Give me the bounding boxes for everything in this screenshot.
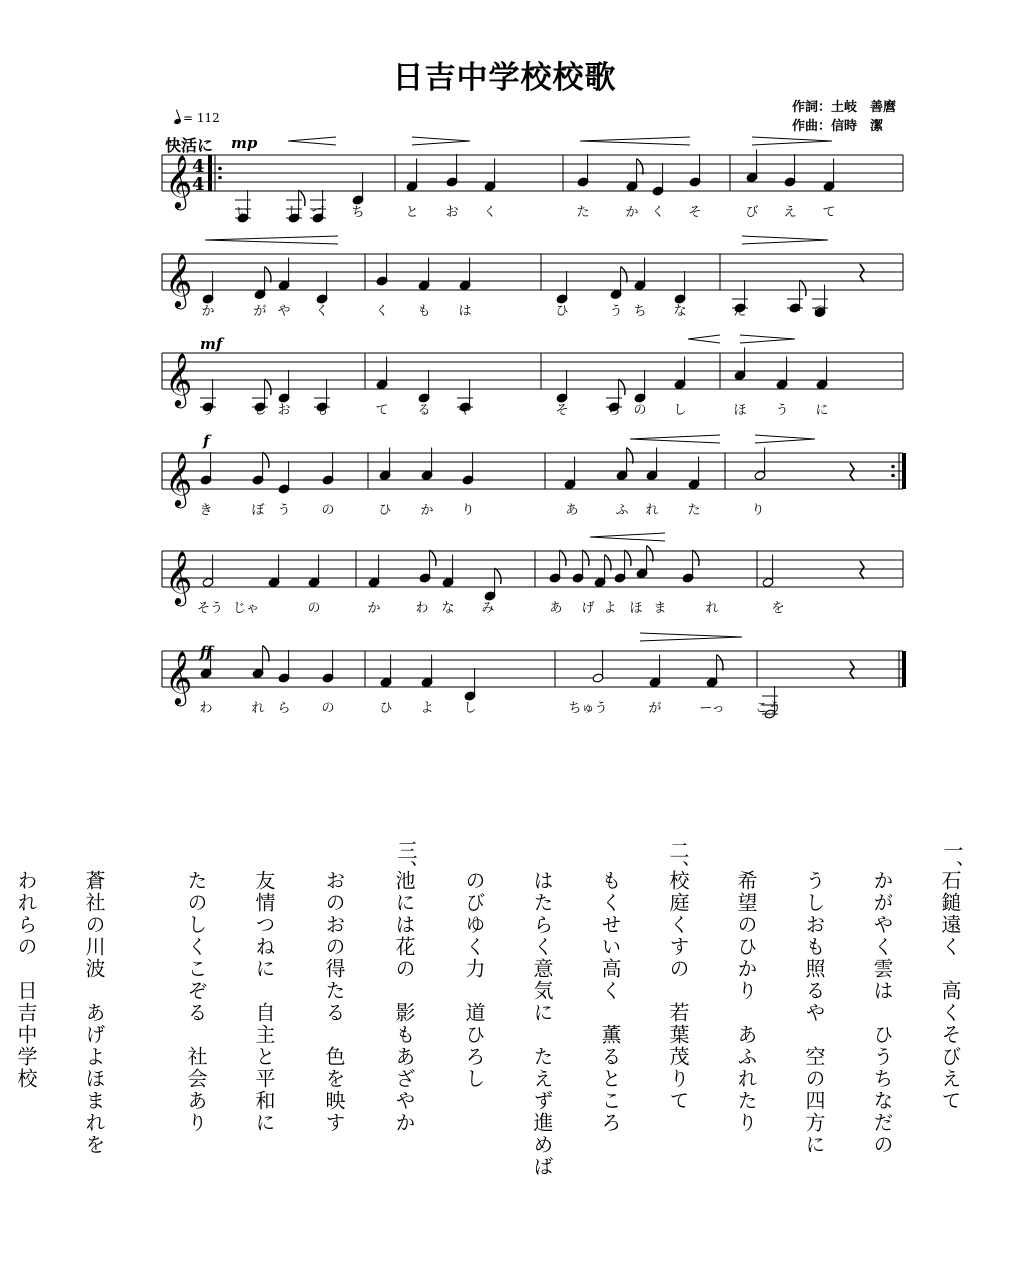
lyric-syllable: ひ bbox=[555, 304, 569, 319]
lyric-syllable: の bbox=[321, 701, 335, 716]
note-flag bbox=[625, 550, 631, 566]
lyric-syllable: か bbox=[367, 601, 381, 616]
lyric-syllable: も bbox=[417, 304, 431, 319]
crescendo-hairpin bbox=[590, 533, 665, 541]
lyric-syllable: え bbox=[783, 205, 797, 220]
lyric-syllable: れ bbox=[251, 701, 265, 716]
lyric-syllable: し bbox=[673, 403, 687, 418]
note-flag bbox=[627, 448, 633, 464]
decrescendo-hairpin bbox=[412, 137, 470, 145]
lyric-syllable: ー bbox=[788, 304, 802, 319]
lyric-syllable: な bbox=[441, 601, 455, 616]
repeat-dot bbox=[218, 176, 222, 180]
treble-clef-icon: 𝄞 bbox=[165, 352, 193, 406]
dynamic-f: f bbox=[203, 432, 210, 450]
decrescendo-hairpin bbox=[755, 435, 815, 443]
verse-number: 三、 bbox=[394, 840, 418, 880]
dynamic-ff: ff bbox=[200, 643, 213, 661]
lyric-syllable: げ bbox=[581, 601, 595, 616]
lyric-syllable: ち bbox=[633, 304, 647, 319]
lyric-syllable: て bbox=[375, 403, 389, 418]
decrescendo-hairpin bbox=[740, 335, 795, 343]
crescendo-hairpin bbox=[630, 435, 720, 443]
crescendo-hairpin bbox=[205, 236, 338, 244]
lyric-syllable: の bbox=[813, 304, 827, 319]
repeat-dot bbox=[891, 474, 895, 478]
note-flag bbox=[619, 379, 625, 395]
repeat-dot bbox=[218, 167, 222, 171]
lyric-syllable: あ bbox=[549, 601, 563, 616]
note-flag bbox=[647, 546, 653, 562]
crescendo-hairpin bbox=[688, 335, 720, 343]
lyric-syllable: だ bbox=[733, 304, 747, 319]
dynamic-mp: mp bbox=[231, 134, 258, 152]
lyric-syllable: ほ bbox=[733, 403, 747, 418]
lyric-syllable: よ bbox=[603, 601, 617, 616]
page-title: 日吉中学校校歌 bbox=[392, 60, 617, 96]
note-flag bbox=[430, 550, 436, 566]
lyric-syllable: れ bbox=[705, 601, 719, 616]
quarter-rest bbox=[850, 661, 854, 679]
lyric-syllable: ひ bbox=[379, 701, 393, 716]
lyric-syllable: く bbox=[375, 304, 389, 319]
verse-number: 二、 bbox=[666, 840, 690, 880]
repeat-dot bbox=[891, 465, 895, 469]
lyric-syllable: の bbox=[321, 503, 335, 518]
lyric-syllable: と bbox=[405, 205, 419, 220]
lyric-syllable: う bbox=[277, 503, 291, 518]
note-flag bbox=[621, 267, 627, 283]
treble-clef-icon: 𝄞 bbox=[165, 550, 193, 604]
lyric-syllable: ら bbox=[277, 701, 291, 716]
verse-line: 希望のひかり あふれたり bbox=[734, 870, 758, 1134]
lyric-syllable: じゃ bbox=[232, 601, 260, 616]
lyric-syllable: く bbox=[651, 205, 665, 220]
time-signature-top: 4 bbox=[192, 156, 205, 177]
verse-line: かがやく雲は ひうちなだの bbox=[870, 870, 894, 1156]
lyric-syllable: ら bbox=[607, 403, 621, 418]
note-flag bbox=[605, 555, 611, 571]
verse-line: おのおの得たる 色を映す bbox=[322, 870, 346, 1134]
lyric-syllable: き bbox=[199, 503, 213, 518]
lyric-syllable: ちゅう bbox=[568, 701, 608, 716]
note-flag bbox=[560, 550, 566, 566]
lyric-syllable: し bbox=[287, 205, 301, 220]
quarter-rest bbox=[850, 463, 854, 481]
note-flag bbox=[263, 646, 269, 662]
lyric-syllable: そ bbox=[555, 403, 569, 418]
lyric-syllable: お bbox=[277, 403, 291, 418]
lyric-syllable: こう bbox=[754, 701, 782, 716]
lyric-syllable: て bbox=[822, 205, 836, 220]
lyric-syllable: う bbox=[775, 403, 789, 418]
lyric-syllable: に bbox=[815, 403, 829, 418]
composer-credit: 作曲：信時 潔 bbox=[792, 119, 884, 134]
lyric-syllable: う bbox=[609, 304, 623, 319]
lyric-syllable: た bbox=[576, 205, 590, 220]
lyric-syllable: ほ bbox=[629, 601, 643, 616]
lyric-syllable: づ bbox=[311, 205, 325, 220]
note-flag bbox=[265, 379, 271, 395]
lyric-syllable: や bbox=[277, 304, 291, 319]
lyric-syllable: し bbox=[253, 403, 267, 418]
lyric-syllable: う bbox=[201, 403, 215, 418]
lyric-syllable: が bbox=[253, 304, 267, 319]
crescendo-hairpin bbox=[580, 137, 690, 145]
final-bar-thick bbox=[902, 651, 906, 687]
lyric-syllable: お bbox=[445, 205, 459, 220]
lyric-syllable: よ bbox=[420, 701, 434, 716]
quarter-rest bbox=[860, 561, 864, 579]
lyric-syllable: り bbox=[461, 503, 475, 518]
note-flag bbox=[583, 550, 589, 566]
verse-line: もくせい高く 薫るところ bbox=[598, 870, 622, 1134]
lyric-syllable: た bbox=[687, 503, 701, 518]
lyric-syllable: を bbox=[771, 601, 785, 616]
lyric-syllable: ち bbox=[351, 205, 365, 220]
lyric-syllable: が bbox=[648, 701, 662, 716]
note-flag bbox=[717, 655, 723, 671]
dynamic-mf: mf bbox=[200, 335, 223, 353]
lyric-syllable: ーっ bbox=[699, 701, 725, 716]
lyric-syllable: わ bbox=[415, 601, 429, 616]
lyric-syllable: か bbox=[201, 304, 215, 319]
note-flag bbox=[800, 280, 806, 296]
lyricist-credit: 作詞：土岐 善麿 bbox=[792, 100, 897, 115]
verse-line: 蒼社の川波 あげよほまれを bbox=[82, 870, 106, 1156]
treble-clef-icon: 𝄞 bbox=[165, 650, 193, 704]
lyric-syllable: の bbox=[633, 403, 647, 418]
verse-line: のびゆく力 道ひろし bbox=[462, 870, 486, 1090]
verse-line: 池には花の 影もあざやか bbox=[392, 870, 416, 1134]
verse-number: 一、 bbox=[940, 840, 964, 880]
lyric-syllable: び bbox=[745, 205, 759, 220]
lyric-syllable: わ bbox=[199, 701, 213, 716]
lyric-syllable: そう bbox=[196, 601, 224, 616]
quarter-rest bbox=[860, 264, 864, 282]
lyric-syllable: し bbox=[463, 701, 477, 716]
verse-line: われらの 日吉中学校 bbox=[14, 870, 38, 1090]
lyric-syllable: く bbox=[483, 205, 497, 220]
lyric-syllable: ひ bbox=[378, 503, 392, 518]
lyric-syllable: は bbox=[458, 304, 472, 319]
lyric-syllable: る bbox=[417, 403, 431, 418]
verse-line: はたらく意気に たえず進めば bbox=[530, 870, 554, 1178]
verse-line: うしおも照るや 空の四方に bbox=[802, 870, 826, 1156]
verse-line: 友情つねに 自主と平和に bbox=[252, 870, 276, 1134]
lyric-syllable: ぼ bbox=[251, 503, 265, 518]
lyric-syllable: れ bbox=[645, 503, 659, 518]
verse-line: 校庭くすの 若葉茂りて bbox=[666, 870, 690, 1112]
treble-clef-icon: 𝄞 bbox=[165, 253, 193, 307]
tempo-indication: 快活に bbox=[165, 136, 214, 155]
lyric-syllable: な bbox=[673, 304, 687, 319]
verse-line: たのしくこぞる 社会あり bbox=[184, 870, 208, 1134]
decrescendo-hairpin bbox=[752, 137, 832, 145]
lyric-syllable: も bbox=[315, 403, 329, 418]
decrescendo-hairpin bbox=[742, 236, 828, 244]
lyric-syllable: い bbox=[236, 205, 250, 220]
lyric-syllable: み bbox=[481, 601, 495, 616]
final-bar-thick bbox=[902, 453, 906, 489]
repeat-start-thick bbox=[208, 155, 212, 191]
lyric-syllable: か bbox=[420, 503, 434, 518]
treble-clef-icon: 𝄞 bbox=[165, 452, 193, 506]
decrescendo-hairpin bbox=[640, 633, 742, 641]
note-flag bbox=[265, 267, 271, 283]
lyric-syllable: や bbox=[458, 403, 472, 418]
crescendo-hairpin bbox=[288, 137, 336, 145]
verse-line: 石鎚遠く 高くそびえて bbox=[938, 870, 962, 1112]
note-flag bbox=[263, 452, 269, 468]
lyric-syllable: ま bbox=[653, 601, 667, 616]
time-signature-bottom: 4 bbox=[192, 174, 205, 195]
lyric-syllable: り bbox=[751, 503, 765, 518]
lyric-syllable: の bbox=[307, 601, 321, 616]
note-flag bbox=[693, 550, 699, 566]
lyric-syllable: そ bbox=[688, 205, 702, 220]
lyric-syllable: あ bbox=[565, 503, 579, 518]
treble-clef-icon: 𝄞 bbox=[165, 154, 193, 208]
lyric-syllable: く bbox=[315, 304, 329, 319]
lyric-syllable: か bbox=[625, 205, 639, 220]
note-flag bbox=[495, 568, 501, 584]
lyric-syllable: ふ bbox=[615, 503, 629, 518]
note-flag bbox=[637, 159, 643, 175]
tempo-value: = 112 bbox=[183, 111, 220, 125]
